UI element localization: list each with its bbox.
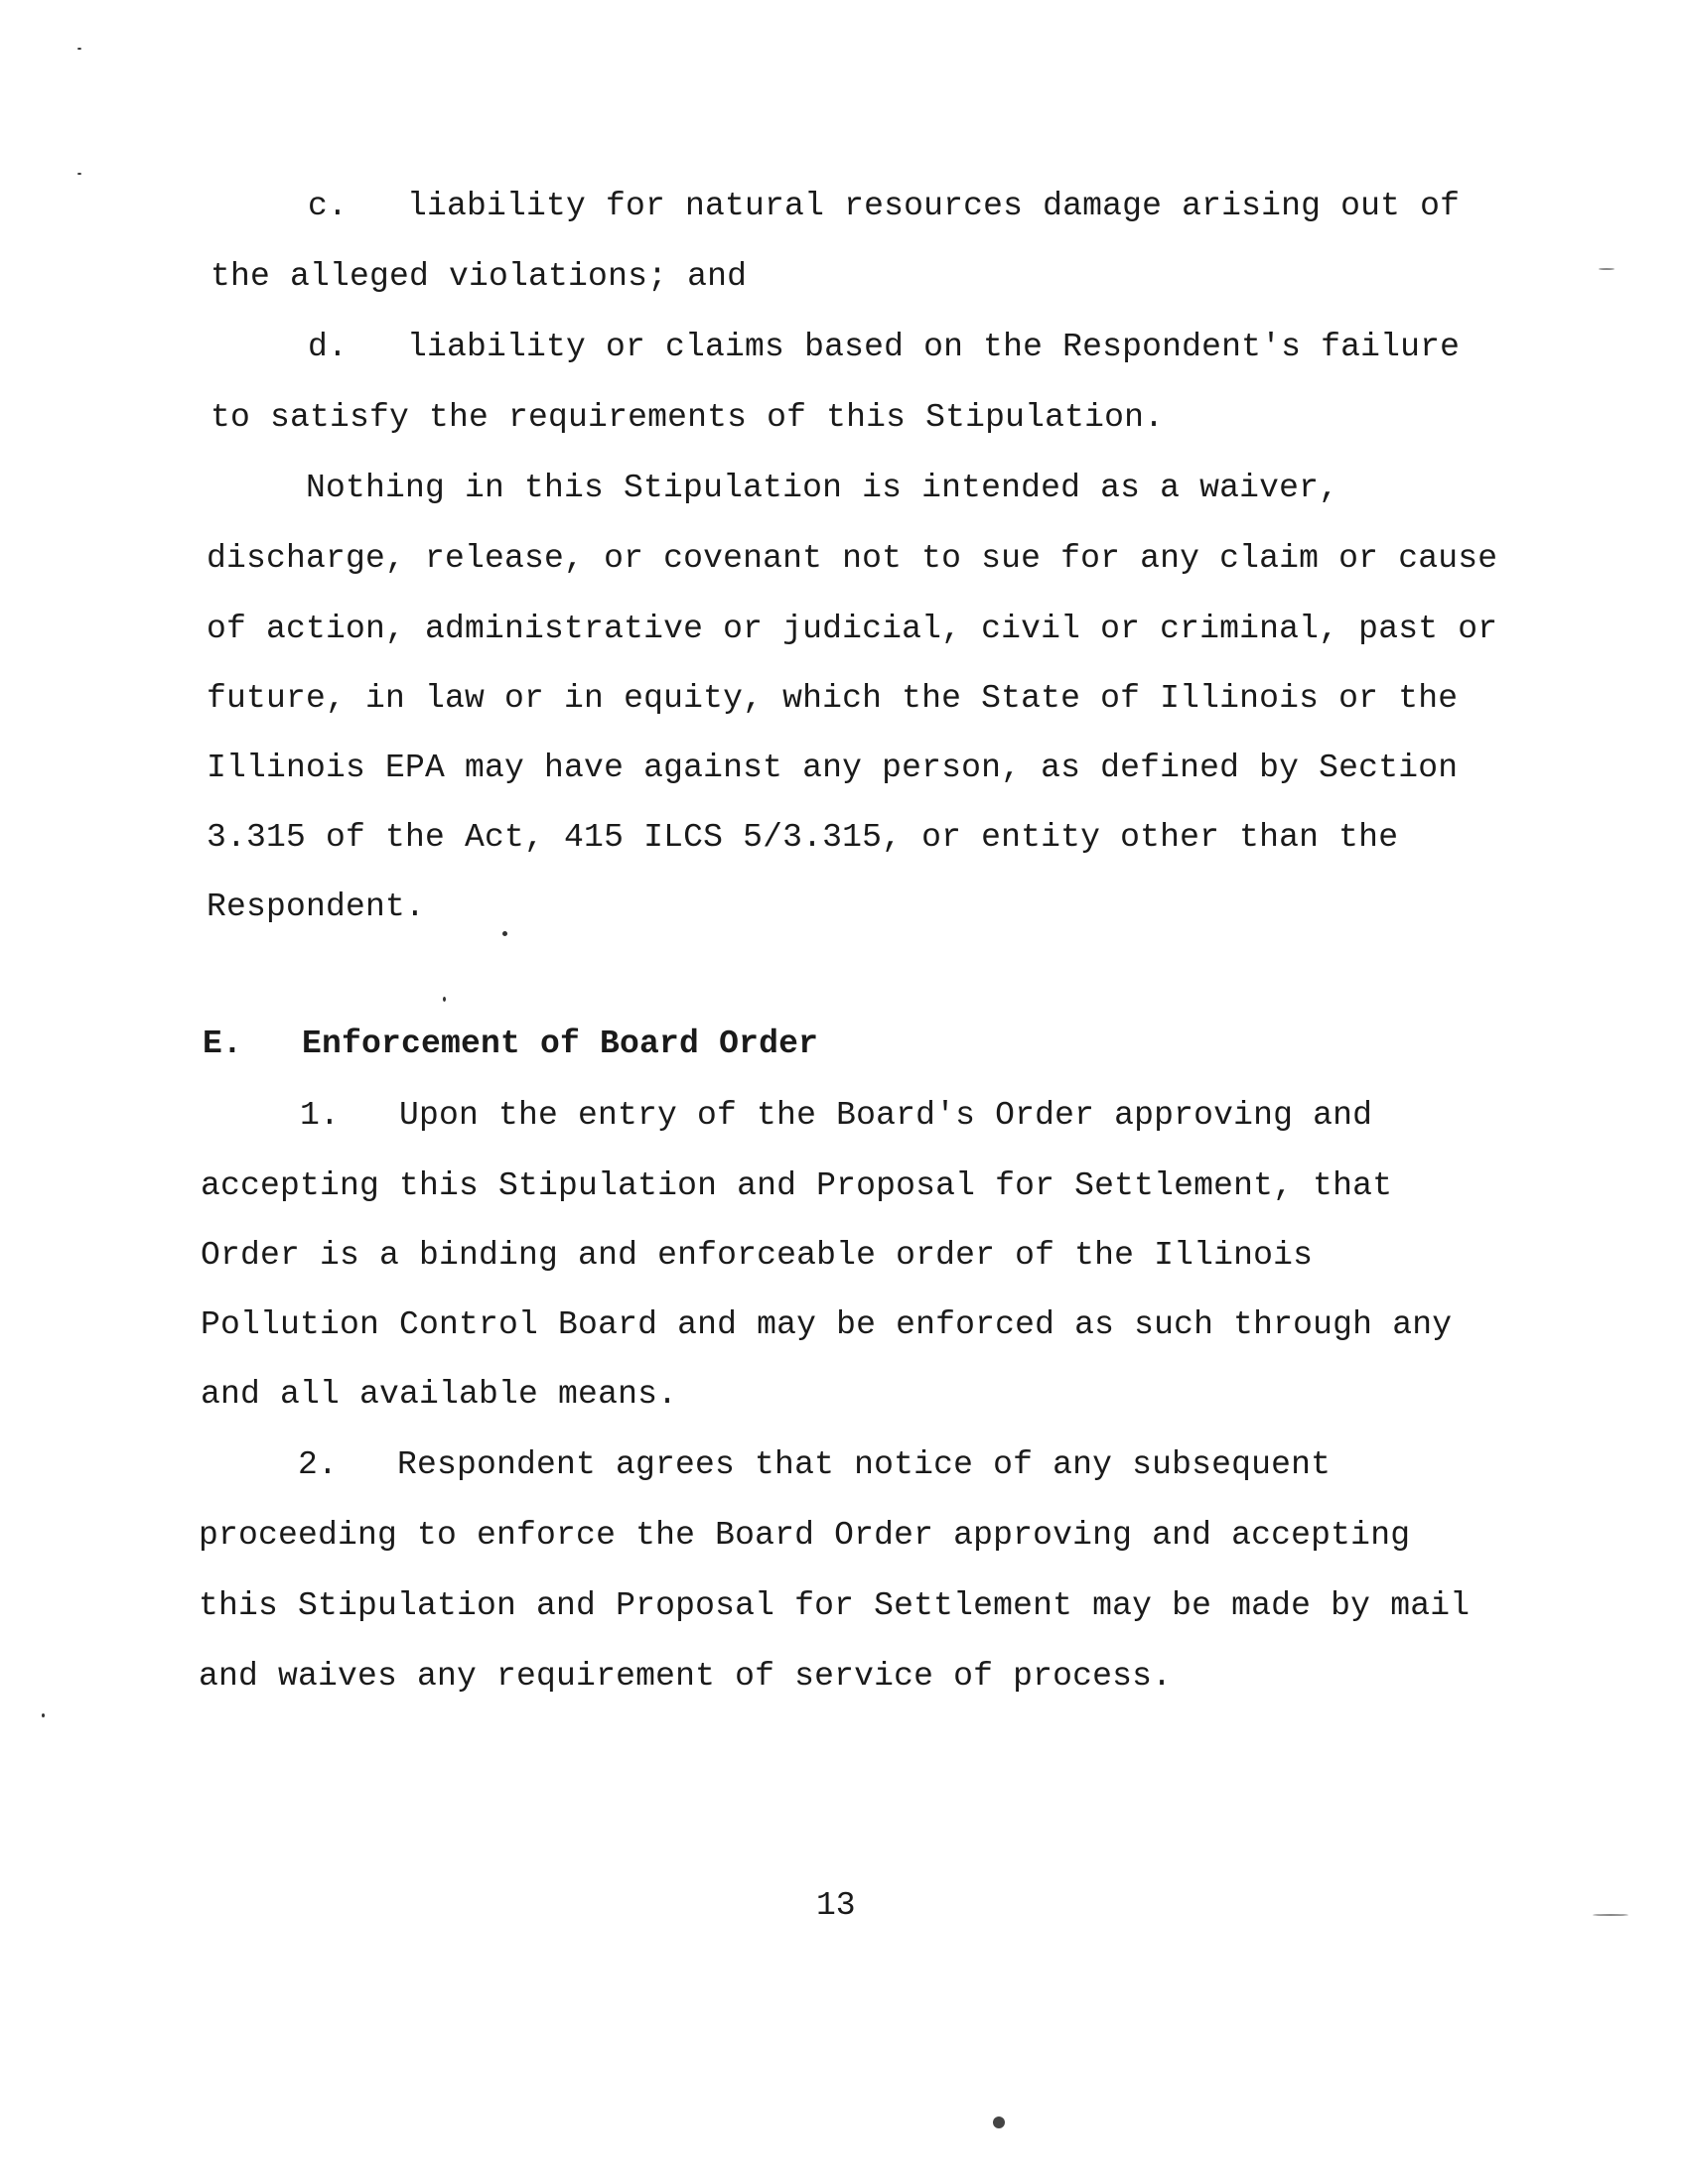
paragraph-c-line-1 [308, 187, 1460, 226]
scan-speck [502, 931, 507, 936]
paragraph-d-line-1 [308, 328, 1460, 367]
item-2-marker: 2. [298, 1446, 339, 1483]
item-2-line-2: proceeding to enforce the Board Order approving and accepting [199, 1517, 1411, 1554]
paragraph-c-text-1: liability for natural resources damage arising out of [407, 188, 1461, 224]
scan-speck [993, 2116, 1005, 2128]
paragraph-c-line-2: the alleged violations; and [210, 258, 748, 295]
scan-speck [77, 173, 81, 175]
paragraph-d-marker: d. [308, 329, 349, 365]
paragraph-d-text-1: liability or claims based on the Respondent's failure [407, 329, 1461, 365]
item-1-line-2: accepting this Stipulation and Proposal for Settlement, that [201, 1167, 1393, 1204]
item-1-marker: 1. [300, 1097, 341, 1134]
nothing-paragraph-line-4: future, in law or in equity, which the State of Illinois or the [207, 680, 1459, 717]
section-e-heading [203, 1024, 818, 1064]
nothing-paragraph-line-2: discharge, release, or covenant not to sue for any claim or cause [207, 540, 1498, 577]
section-e-title: Enforcement of Board Order [302, 1025, 819, 1062]
scan-speck [42, 1713, 45, 1717]
nothing-paragraph-line-6: 3.315 of the Act, 415 ILCS 5/3.315, or entity other than the [207, 819, 1399, 856]
scan-speck [1599, 268, 1614, 270]
scan-speck [1593, 1914, 1628, 1916]
item-2-line-4: and waives any requirement of service of process. [199, 1658, 1173, 1695]
item-2-line-3: this Stipulation and Proposal for Settlement may be made by mail [199, 1587, 1471, 1624]
item-1-line-3: Order is a binding and enforceable order of the Illinois [201, 1237, 1314, 1274]
item-2-text-1: Respondent agrees that notice of any subsequent [397, 1446, 1332, 1483]
item-2-line-1 [298, 1445, 1331, 1485]
scan-speck [77, 48, 81, 50]
paragraph-d-line-2: to satisfy the requirements of this Stipulation. [210, 399, 1165, 436]
nothing-paragraph-line-5: Illinois EPA may have against any person, as defined by Section [207, 750, 1459, 786]
page-number: 13 [816, 1887, 856, 1924]
paragraph-c-marker: c. [308, 188, 349, 224]
item-1-line-4: Pollution Control Board and may be enforced as such through any [201, 1306, 1453, 1343]
item-1-line-1 [300, 1096, 1372, 1136]
scan-speck [443, 997, 446, 1002]
nothing-paragraph-line-1: Nothing in this Stipulation is intended as a waiver, [306, 470, 1339, 506]
section-e-letter: E. [203, 1025, 243, 1062]
item-1-line-5: and all available means. [201, 1376, 678, 1413]
nothing-paragraph-line-7: Respondent. [207, 888, 426, 925]
item-1-text-1: Upon the entry of the Board's Order approving and [399, 1097, 1373, 1134]
nothing-paragraph-line-3: of action, administrative or judicial, civil or criminal, past or [207, 611, 1498, 647]
